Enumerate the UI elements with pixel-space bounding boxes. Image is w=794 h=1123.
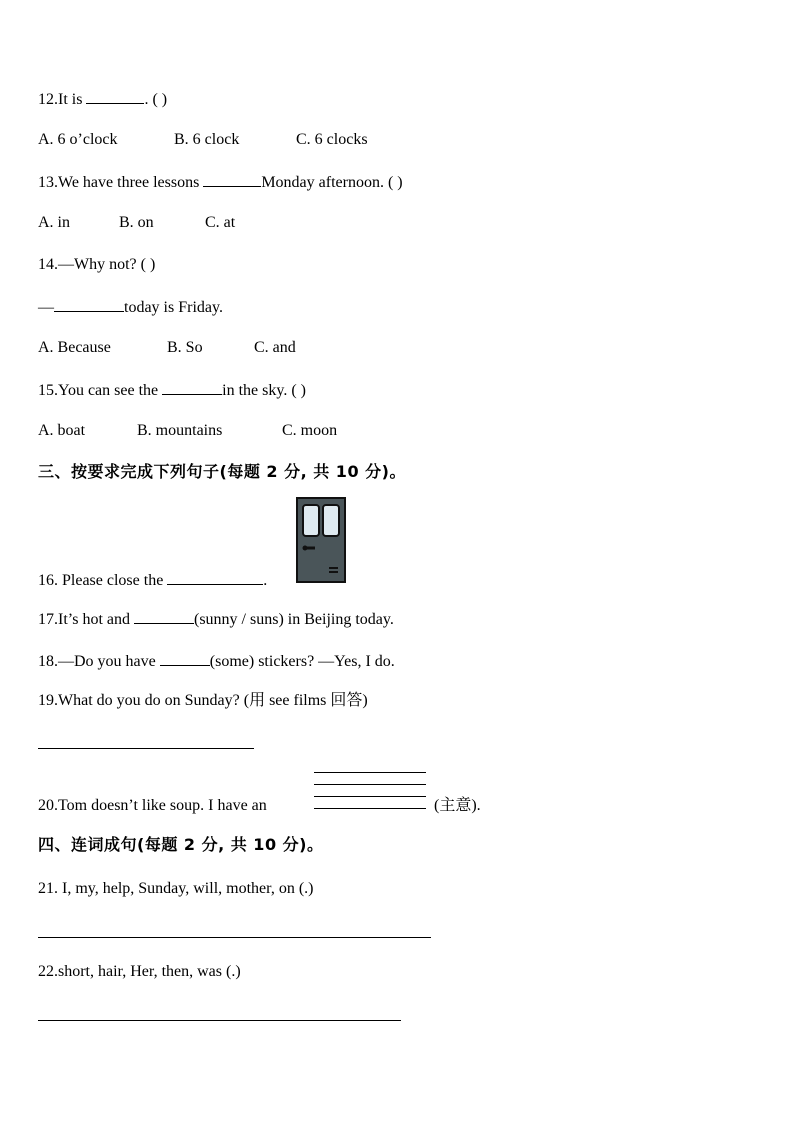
question-14-options — [38, 338, 296, 358]
answer-line[interactable] — [38, 748, 254, 749]
question-13-after: Monday afternoon. ( ) — [261, 174, 403, 191]
question-22-text: 22.short, hair, Her, then, was (.) — [38, 963, 241, 980]
question-14-answer — [38, 296, 223, 318]
question-16-text: 16. Please close the — [38, 572, 168, 589]
section-4-title: 四、连词成句(每题 2 分, 共 10 分)。 — [38, 835, 324, 854]
question-22 — [38, 962, 241, 982]
answer-blank[interactable] — [167, 569, 263, 585]
writing-line[interactable] — [314, 808, 426, 809]
question-14-text: 14.—Why not? ( ) — [38, 256, 156, 273]
writing-line — [314, 796, 426, 797]
question-15-options — [38, 421, 337, 441]
question-12-options — [38, 130, 368, 150]
answer-blank[interactable] — [134, 608, 194, 624]
question-17 — [38, 608, 394, 630]
question-13-text: 13.We have three lessons — [38, 174, 204, 191]
option-a[interactable]: A. Because — [38, 339, 111, 356]
question-12-text: 12.It is — [38, 91, 87, 108]
question-13-options — [38, 213, 235, 233]
question-13 — [38, 171, 403, 193]
question-19-text: 19.What do you do on Sunday? (用 see films 回答) — [38, 692, 368, 709]
answer-line[interactable] — [38, 937, 431, 938]
question-19 — [38, 691, 368, 711]
question-21-text: 21. I, my, help, Sunday, will, mother, on (.) — [38, 880, 314, 897]
question-12-after: . ( ) — [144, 91, 168, 108]
question-12 — [38, 88, 167, 110]
answer-line[interactable] — [38, 1020, 401, 1021]
question-15 — [38, 379, 306, 401]
writing-line — [314, 772, 426, 773]
option-c[interactable]: C. 6 clocks — [296, 131, 368, 148]
option-b[interactable]: B. So — [167, 339, 203, 356]
dash: — — [38, 299, 54, 316]
writing-line — [314, 784, 426, 785]
option-b[interactable]: B. mountains — [137, 422, 223, 439]
question-17-text: 17.It’s hot and — [38, 611, 134, 628]
question-16 — [38, 569, 267, 591]
question-14 — [38, 255, 155, 275]
option-a[interactable]: A. boat — [38, 422, 86, 439]
question-17-after: (sunny / suns) in Beijing today. — [194, 611, 394, 628]
question-16-after: . — [263, 572, 268, 589]
answer-blank[interactable] — [160, 650, 210, 666]
question-18-after: (some) stickers? —Yes, I do. — [209, 653, 395, 670]
answer-blank[interactable] — [162, 379, 222, 395]
option-c[interactable]: C. moon — [282, 422, 338, 439]
question-20 — [38, 796, 267, 816]
answer-blank[interactable] — [86, 88, 144, 104]
option-c[interactable]: C. and — [254, 339, 296, 356]
question-14-after: today is Friday. — [124, 299, 223, 316]
question-18-text: 18.—Do you have — [38, 653, 160, 670]
option-b[interactable]: B. 6 clock — [174, 131, 240, 148]
answer-blank[interactable] — [203, 171, 261, 187]
section-3-title: 三、按要求完成下列句子(每题 2 分, 共 10 分)。 — [38, 462, 406, 481]
question-20-hint — [434, 796, 481, 816]
question-21 — [38, 879, 313, 899]
question-20-text: 20.Tom doesn’t like soup. I have an — [38, 797, 267, 814]
door-icon — [296, 497, 346, 583]
option-a[interactable]: A. 6 o’clock — [38, 131, 118, 148]
question-15-after: in the sky. ( ) — [222, 382, 306, 399]
question-20-after: (主意). — [434, 797, 481, 814]
option-c[interactable]: C. at — [205, 214, 236, 231]
question-15-text: 15.You can see the — [38, 382, 163, 399]
option-a[interactable]: A. in — [38, 214, 70, 231]
option-b[interactable]: B. on — [119, 214, 154, 231]
question-18 — [38, 650, 395, 672]
answer-blank[interactable] — [54, 296, 124, 312]
